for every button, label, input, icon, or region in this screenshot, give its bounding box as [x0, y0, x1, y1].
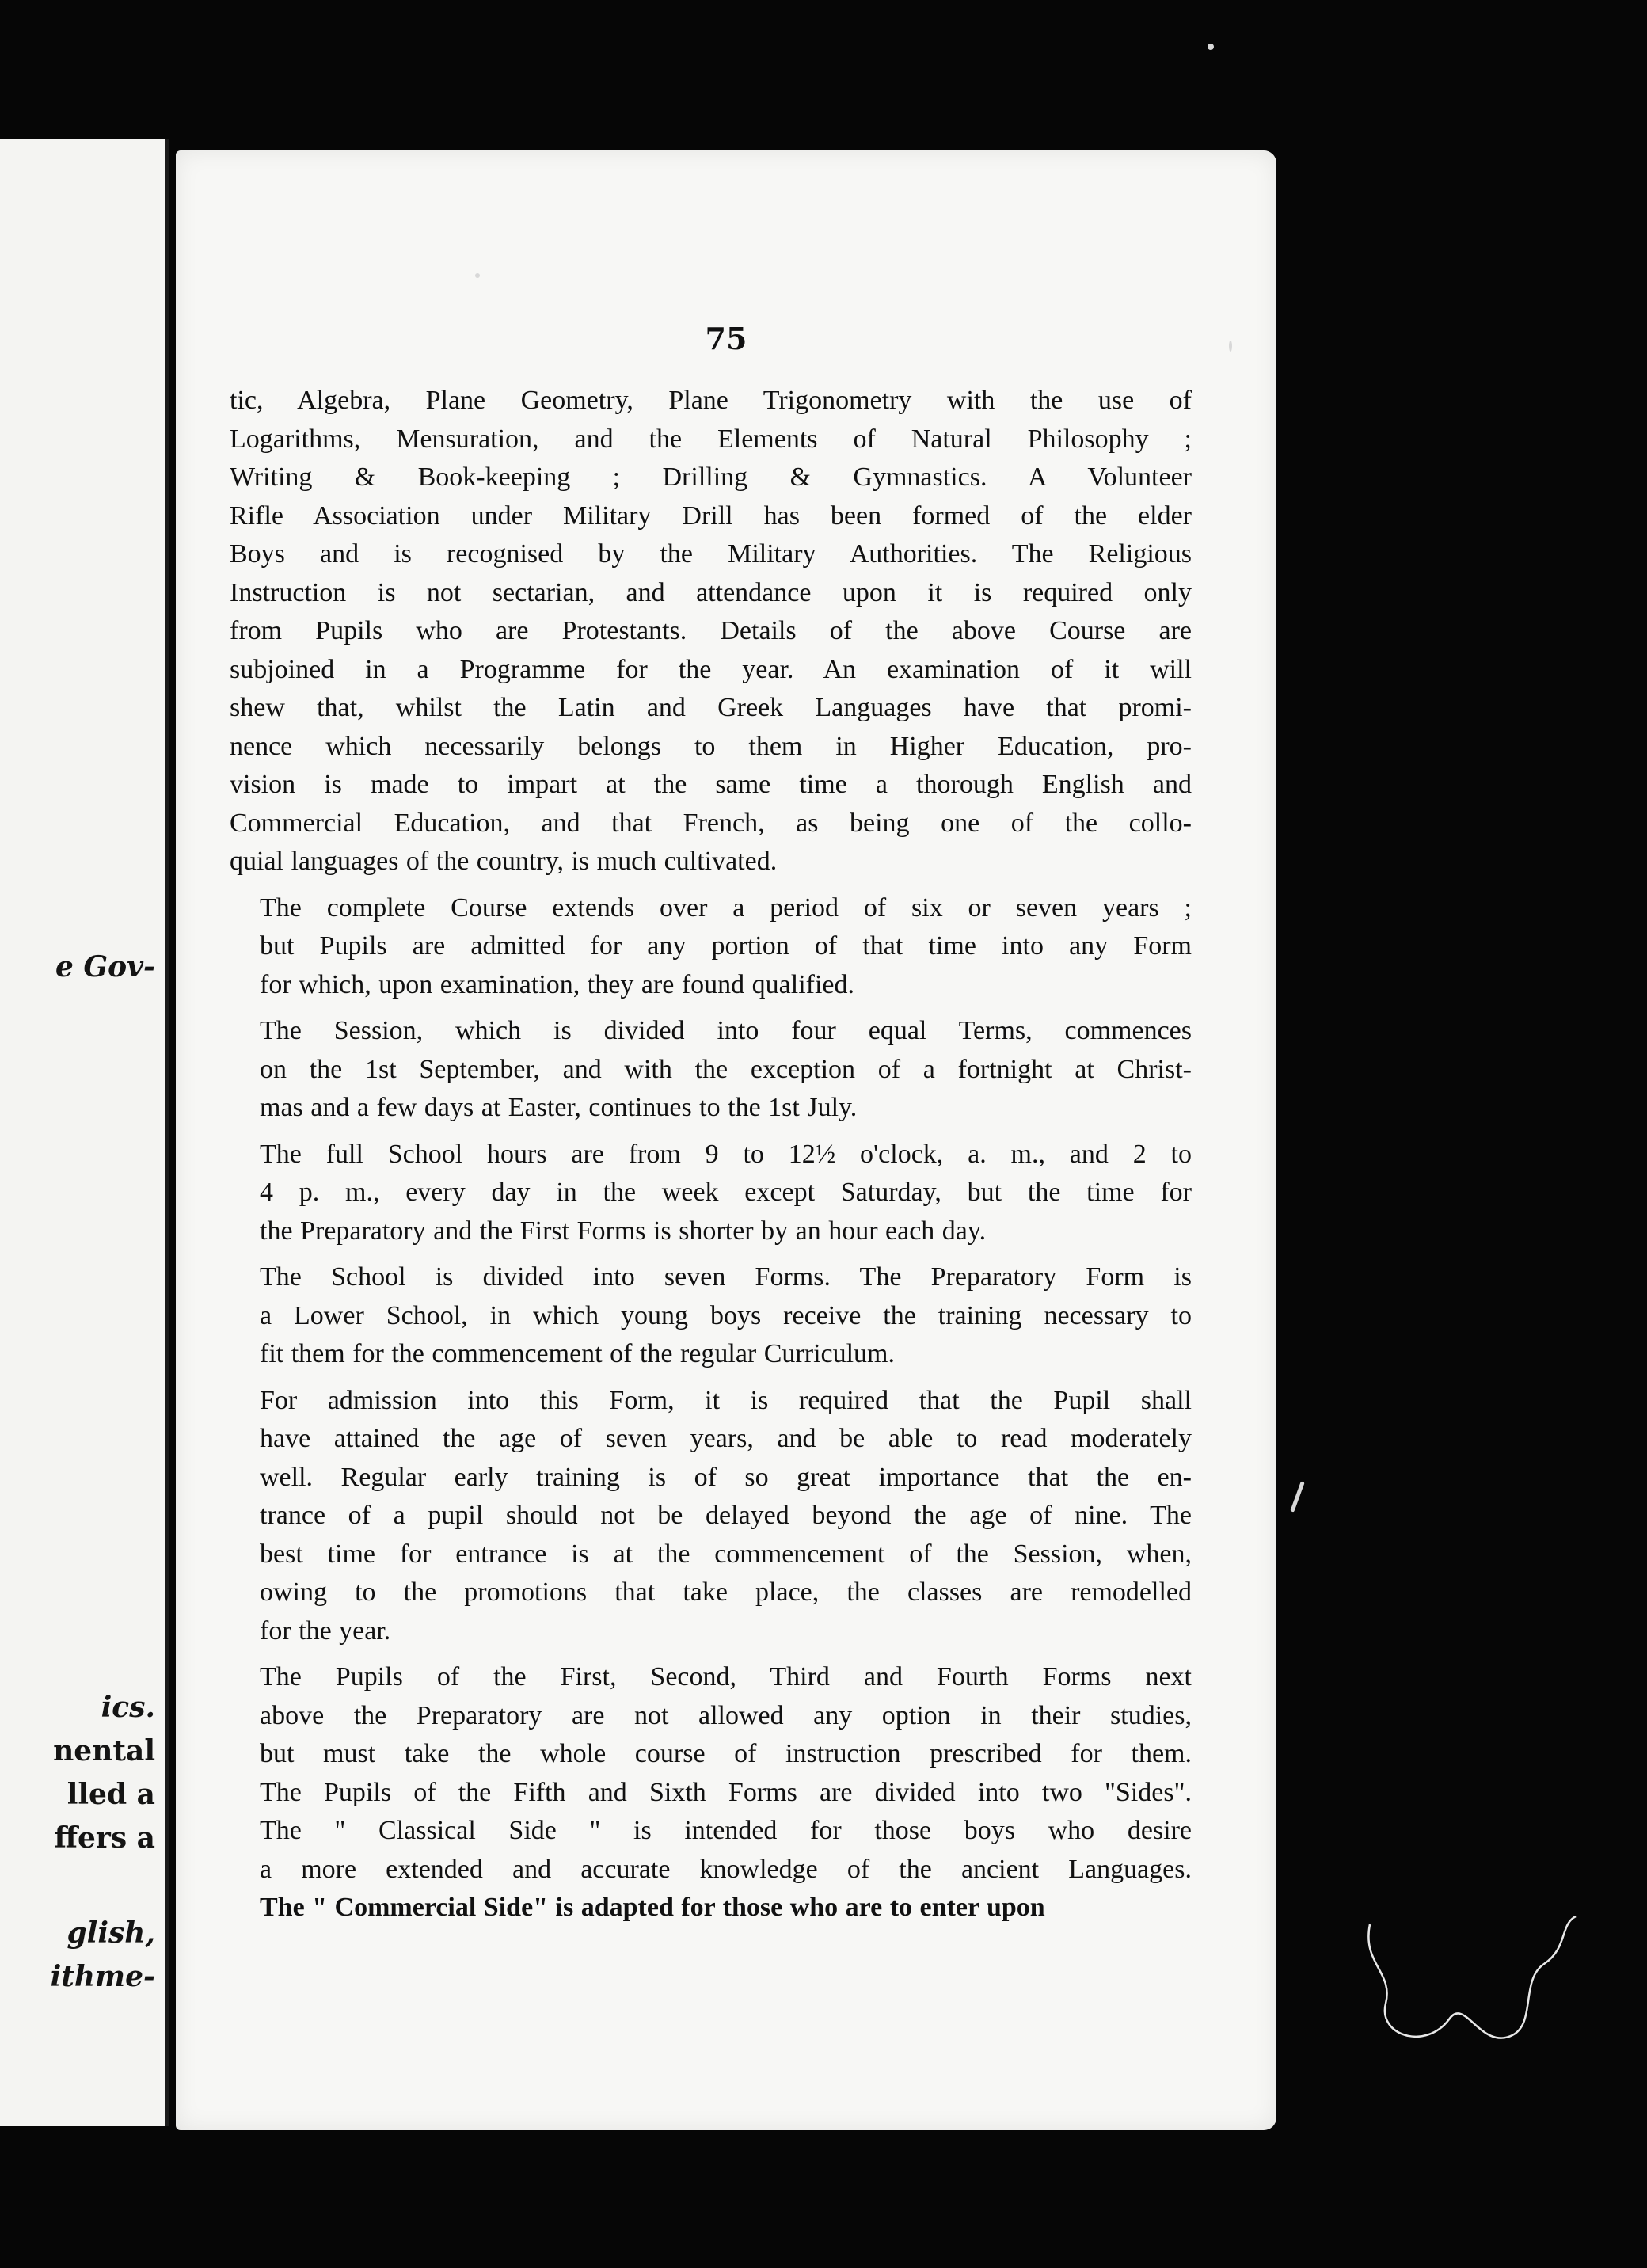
dust-speck: [1290, 1481, 1304, 1512]
text-line: have attained the age of seven years, and be able to read moderately: [260, 1424, 1192, 1453]
text-line: 4 p. m., every day in the week except Saturday, but the time for: [260, 1178, 1192, 1207]
paragraph: [230, 1136, 1192, 1251]
text-line: Boys and is recognised by the Military Authorities. The Religious: [230, 539, 1192, 569]
text-line: The Pupils of the First, Second, Third and Fourth Forms next: [260, 1662, 1192, 1691]
paragraph: [230, 889, 1192, 1005]
dust-speck: [1229, 341, 1232, 352]
text-line: The complete Course extends over a period of six or seven years ;: [260, 892, 1192, 923]
text-line: subjoined in a Programme for the year. An examination of it will: [230, 654, 1192, 684]
text-line: mas and a few days at Easter, continues to the 1st July.: [260, 1093, 858, 1122]
text-line: Commercial Education, and that French, as being one of the collo-: [230, 808, 1192, 838]
text-line: For admission into this Form, it is required that the Pupil shall: [260, 1385, 1192, 1415]
text-line: a Lower School, in which young boys receive the training necessary to: [260, 1300, 1192, 1330]
text-line: but Pupils are admitted for any portion of that time into any Form: [260, 931, 1192, 961]
text-line: on the 1st September, and with the exception of a fortnight at Christ-: [260, 1054, 1192, 1084]
left-facing-page: [0, 139, 169, 2126]
text-line: shew that, whilst the Latin and Greek Languages have that promi-: [230, 693, 1192, 722]
main-page: [176, 150, 1276, 2130]
text-line: from Pupils who are Protestants. Details of the above Course are: [230, 616, 1192, 645]
text-line: Instruction is not sectarian, and attendance upon it is required only: [230, 577, 1192, 607]
dust-speck: [1208, 44, 1214, 50]
paragraph: [230, 1658, 1192, 1927]
text-line: Rifle Association under Military Drill has been formed of the elder: [230, 500, 1192, 531]
text-line: The Session, which is divided into four equal Terms, commences: [260, 1016, 1192, 1045]
text-line: above the Preparatory are not allowed any option in their studies,: [260, 1700, 1192, 1730]
left-page-fragment: nental: [53, 1734, 155, 1768]
paragraph: [230, 1258, 1192, 1374]
text-line: for which, upon examination, they are found qualified.: [260, 969, 854, 999]
text-line: well. Regular early training is of so great importance that the en-: [260, 1462, 1192, 1492]
text-line: quial languages of the country, is much cultivated.: [230, 847, 778, 876]
paragraph: [230, 1012, 1192, 1128]
text-line: best time for entrance is at the commencement of the Session, when,: [260, 1539, 1192, 1569]
text-line: The Pupils of the Fifth and Sixth Forms are divided into two "Sides".: [260, 1777, 1192, 1807]
text-line: Writing & Book-keeping ; Drilling & Gymnastics. A Volunteer: [230, 462, 1192, 492]
text-line: nence which necessarily belongs to them in Higher Education, pro-: [230, 731, 1192, 761]
left-page-fragment: ffers a: [54, 1821, 155, 1855]
left-page-fragment: ithme-: [50, 1960, 155, 1993]
left-page-fragment: glish,: [67, 1916, 155, 1950]
page-body-text: [230, 382, 1192, 1927]
paragraph: [230, 382, 1192, 881]
left-page-fragment: e Gov-: [55, 950, 155, 984]
text-line: trance of a pupil should not be delayed beyond the age of nine. The: [260, 1501, 1192, 1530]
dust-speck: [475, 273, 480, 278]
page-number: 75: [705, 321, 747, 356]
text-line: tic, Algebra, Plane Geometry, Plane Trigonometry with the use of: [230, 386, 1192, 415]
text-line: Logarithms, Mensuration, and the Elements of Natural Philosophy ;: [230, 424, 1192, 454]
text-line: fit them for the commencement of the regular Curriculum.: [260, 1339, 896, 1368]
scan-artifact-hair: [1362, 1916, 1599, 2075]
text-line: vision is made to impart at the same time a thorough English and: [230, 770, 1192, 799]
text-line: the Preparatory and the First Forms is shorter by an hour each day.: [260, 1216, 987, 1246]
text-line: The full School hours are from 9 to 12½ o'clock, a. m., and 2 to: [260, 1139, 1192, 1169]
text-line: owing to the promotions that take place, the classes are remodelled: [260, 1577, 1192, 1607]
text-line: The " Classical Side " is intended for those boys who desire: [260, 1816, 1192, 1845]
text-line: The School is divided into seven Forms. The Preparatory Form is: [260, 1262, 1192, 1292]
text-line: a more extended and accurate knowledge of the ancient Languages.: [260, 1854, 1192, 1884]
text-line: but must take the whole course of instruction prescribed for them.: [260, 1739, 1192, 1768]
left-page-fragment: ics.: [101, 1691, 155, 1724]
text-line: The " Commercial Side" is adapted for those who are to enter upon: [260, 1893, 1045, 1922]
paragraph: [230, 1382, 1192, 1651]
left-page-fragment: lled a: [67, 1778, 155, 1811]
text-line: for the year.: [260, 1615, 391, 1646]
